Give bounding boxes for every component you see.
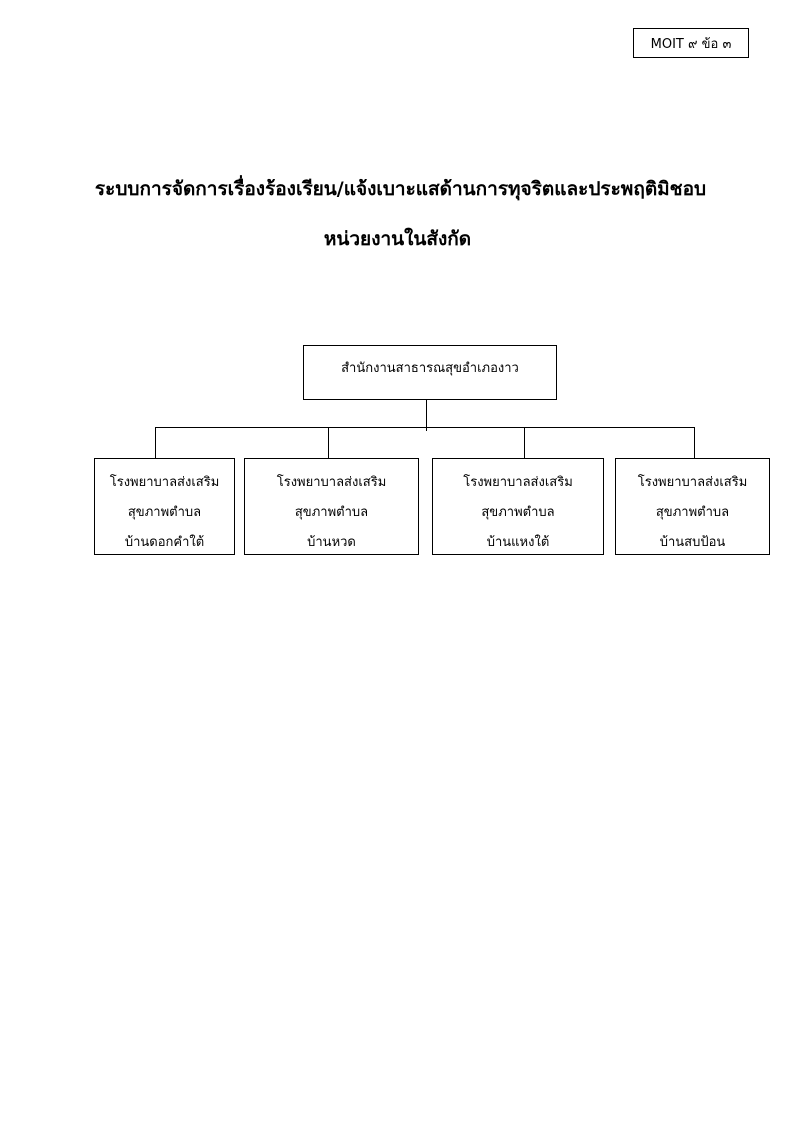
child-label-line: โรงพยาบาลส่งเสริม: [276, 475, 387, 490]
connector-horizontal: [155, 427, 695, 428]
connector-child-3: [524, 427, 525, 459]
child-label-line: สุขภาพตำบล: [481, 505, 555, 520]
connector-child-1: [155, 427, 156, 459]
org-chart-child-box: [94, 458, 235, 555]
child-label-line: บ้านสบป้อน: [659, 535, 726, 550]
connector-child-2: [328, 427, 329, 459]
child-label-line: สุขภาพตำบล: [294, 505, 369, 520]
page-title-line-2: หน่วยงานในสังกัด: [323, 228, 472, 250]
child-label-line: สุขภาพตำบล: [127, 505, 202, 520]
reference-label: [633, 28, 749, 58]
child-label-line: โรงพยาบาลส่งเสริม: [637, 475, 748, 490]
org-chart-child-box: [432, 458, 604, 555]
child-label-line: สุขภาพตำบล: [655, 505, 730, 520]
reference-label-text: MOIT ๙ ข้อ ๓: [650, 36, 732, 52]
child-label-line: โรงพยาบาลส่งเสริม: [109, 475, 220, 490]
child-label-line: โรงพยาบาลส่งเสริม: [463, 475, 573, 490]
child-label-line: บ้านแหงใต้: [486, 535, 550, 550]
org-chart-child-box: [244, 458, 419, 555]
page-title-line-1: ระบบการจัดการเรื่องร้องเรียน/แจ้งเบาะแสด้านการทุจริตและประพฤติมิชอบ: [94, 178, 707, 200]
org-chart-root-box: [303, 345, 557, 400]
org-chart-child-box: [615, 458, 770, 555]
connector-child-4: [694, 427, 695, 459]
org-chart-root-label: สำนักงานสาธารณสุขอำเภองาว: [341, 361, 519, 376]
child-label-line: บ้านดอกคำใต้: [124, 535, 205, 550]
child-label-line: บ้านหวด: [307, 535, 356, 550]
